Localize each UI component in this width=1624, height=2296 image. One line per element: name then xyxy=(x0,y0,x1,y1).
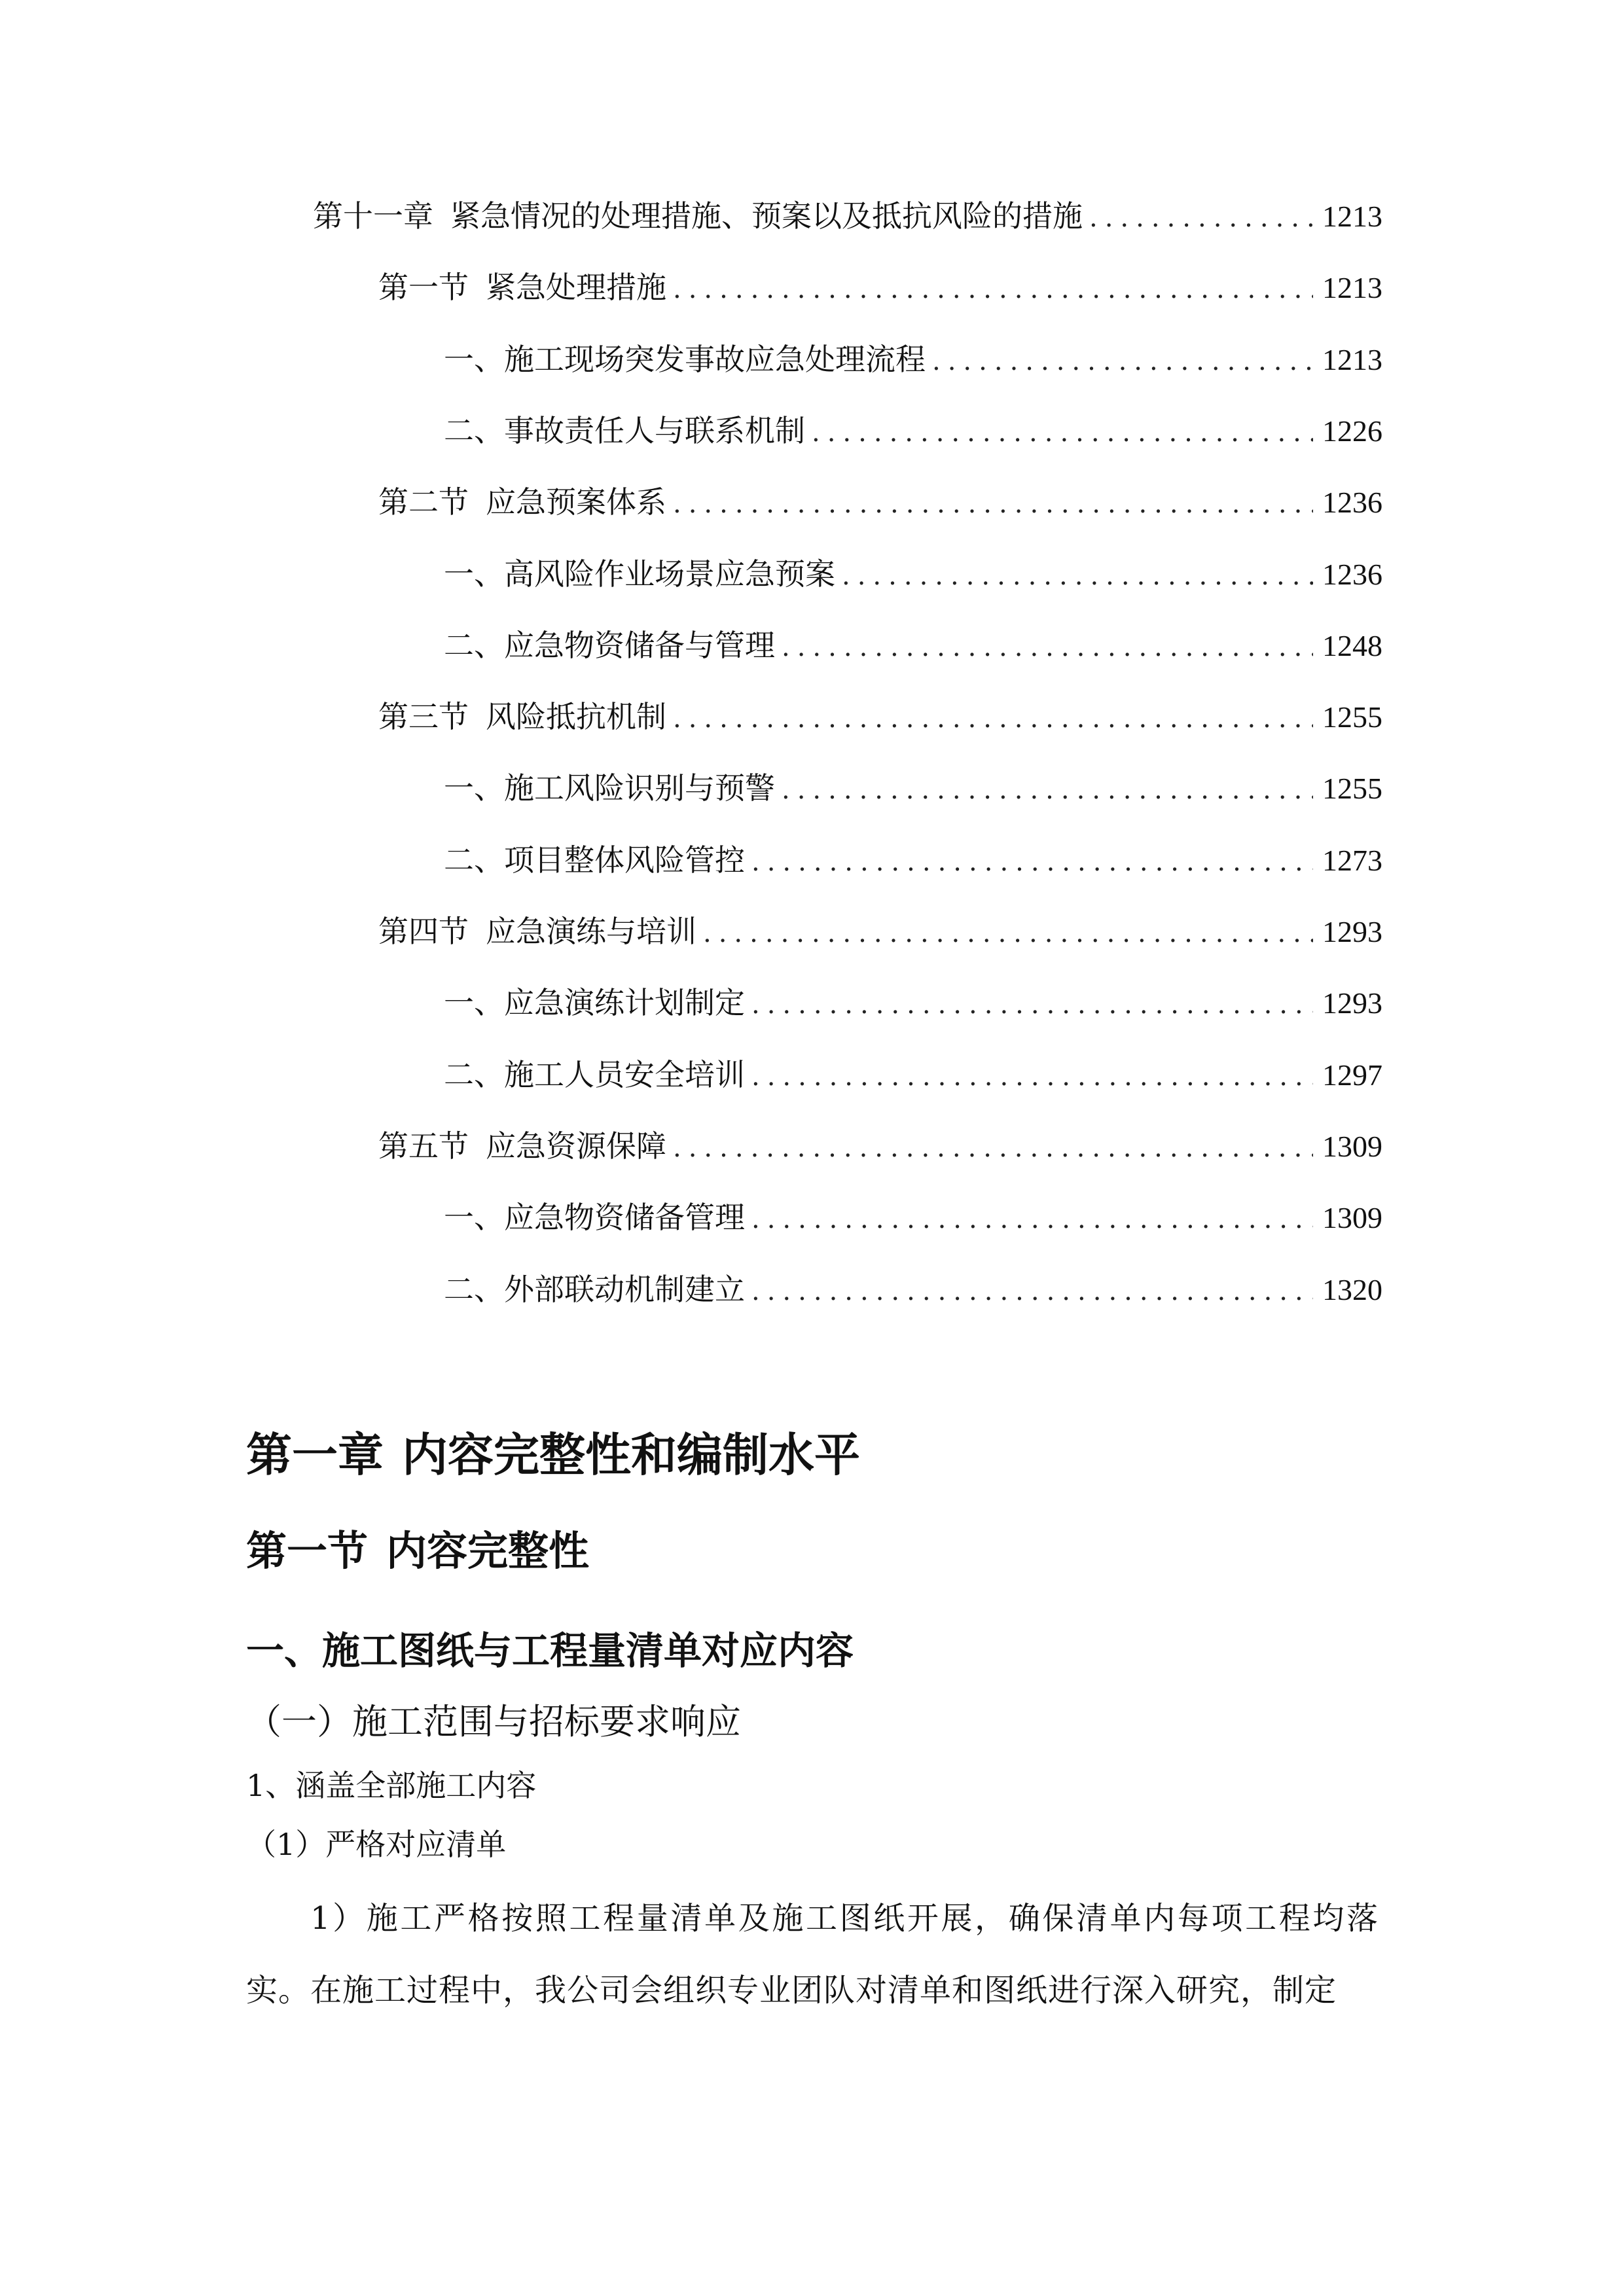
toc-entry-number: 一、 xyxy=(444,556,504,592)
toc-entry xyxy=(444,336,1382,382)
chapter-heading xyxy=(246,1426,860,1484)
toc-entry xyxy=(444,1266,1382,1312)
toc-entry xyxy=(444,980,1382,1026)
toc-page-number: 1293 xyxy=(1322,986,1382,1020)
toc-entry-number: 第三节 xyxy=(378,699,469,735)
parenthesized-heading: （1）严格对应清单 xyxy=(246,1827,507,1862)
toc-entry-title: 应急物资储备与管理 xyxy=(504,627,775,663)
toc-entry xyxy=(313,193,1382,239)
toc-entry-number: 二、 xyxy=(444,1056,504,1092)
toc-dot-leader xyxy=(751,1268,1313,1314)
toc-entry-title: 项目整体风险管控 xyxy=(504,842,745,878)
toc-page-number: 1293 xyxy=(1322,915,1382,948)
toc-entry-number: 二、 xyxy=(444,1271,504,1307)
toc-page-number: 1273 xyxy=(1322,843,1382,877)
toc-page-number: 1226 xyxy=(1322,414,1382,448)
toc-page-number: 1309 xyxy=(1322,1129,1382,1163)
toc-entry-title: 施工风险识别与预警 xyxy=(504,770,775,806)
toc-entry-title: 高风险作业场景应急预案 xyxy=(504,556,835,592)
toc-entry xyxy=(378,1123,1382,1169)
item-heading: 一、施工图纸与工程量清单对应内容 xyxy=(246,1628,854,1673)
toc-dot-leader xyxy=(751,1196,1313,1242)
toc-entry-number: 二、 xyxy=(444,627,504,663)
toc-entry xyxy=(378,908,1382,954)
toc-entry-title: 风险抵抗机制 xyxy=(486,699,666,735)
toc-page-number: 1248 xyxy=(1322,628,1382,662)
toc-entry-title: 应急资源保障 xyxy=(486,1128,666,1164)
toc-dot-leader xyxy=(932,338,1313,384)
toc-entry xyxy=(444,408,1382,454)
toc-entry-number: 二、 xyxy=(444,842,504,878)
toc-entry-title: 紧急情况的处理措施、预案以及抵抗风险的措施 xyxy=(450,198,1083,234)
toc-entry xyxy=(378,479,1382,525)
toc-entry xyxy=(444,551,1382,597)
toc-page-number: 1320 xyxy=(1322,1272,1382,1306)
toc-page-number: 1255 xyxy=(1322,772,1382,806)
toc-entry-number: 第十一章 xyxy=(313,198,433,234)
chapter-title: 内容完整性和编制水平 xyxy=(402,1428,860,1482)
toc-dot-leader xyxy=(782,767,1313,813)
toc-entry-number: 一、 xyxy=(444,341,504,377)
toc-dot-leader xyxy=(703,910,1313,956)
sub-heading: （一）施工范围与招标要求响应 xyxy=(246,1701,741,1742)
toc-entry-title: 应急演练与培训 xyxy=(486,914,696,949)
toc-entry-title: 紧急处理措施 xyxy=(486,270,666,306)
toc-entry-title: 应急预案体系 xyxy=(486,484,666,520)
toc-entry xyxy=(444,622,1382,668)
toc-entry-number: 二、 xyxy=(444,412,504,448)
section-number: 第一节 xyxy=(246,1527,369,1575)
toc-page-number: 1309 xyxy=(1322,1201,1382,1235)
toc-entry-number: 第二节 xyxy=(378,484,469,520)
toc-dot-leader xyxy=(673,481,1313,527)
toc-entry-number: 一、 xyxy=(444,1200,504,1236)
toc-page-number: 1236 xyxy=(1322,557,1382,591)
toc-dot-leader xyxy=(673,266,1313,312)
toc-dot-leader xyxy=(751,839,1313,885)
toc-page-number: 1213 xyxy=(1322,342,1382,376)
toc-entry-title: 应急演练计划制定 xyxy=(504,985,745,1021)
toc-entry-number: 第四节 xyxy=(378,914,469,949)
toc-dot-leader xyxy=(751,1054,1313,1100)
toc-entry-title: 施工现场突发事故应急处理流程 xyxy=(504,341,926,377)
toc-dot-leader xyxy=(673,696,1313,742)
toc-page-number: 1297 xyxy=(1322,1058,1382,1092)
toc-entry xyxy=(444,837,1382,883)
toc-entry-number: 一、 xyxy=(444,770,504,806)
toc-entry-title: 事故责任人与联系机制 xyxy=(504,412,805,448)
toc-page-number: 1213 xyxy=(1322,271,1382,305)
body-paragraph: 1）施工严格按照工程量清单及施工图纸开展，确保清单内每项工程均落实。在施工过程中，我公司会组织专业团队对清单和图纸进行深入研究，制定 xyxy=(246,1900,1379,2009)
toc-entry xyxy=(378,694,1382,740)
toc-entry xyxy=(444,1052,1382,1098)
toc-dot-leader xyxy=(812,410,1313,456)
chapter-number: 第一章 xyxy=(246,1428,384,1482)
toc-page-number: 1255 xyxy=(1322,700,1382,734)
numbered-heading: 1、涵盖全部施工内容 xyxy=(246,1768,537,1803)
toc-dot-leader xyxy=(673,1125,1313,1171)
section-heading xyxy=(246,1525,589,1577)
toc-entry-number: 一、 xyxy=(444,985,504,1021)
toc-entry xyxy=(444,765,1382,811)
toc-dot-leader xyxy=(1089,195,1313,241)
toc-page-number: 1213 xyxy=(1322,200,1382,233)
toc-entry xyxy=(444,1194,1382,1240)
section-title: 内容完整性 xyxy=(386,1527,590,1575)
toc-entry-title: 应急物资储备管理 xyxy=(504,1200,745,1236)
toc-dot-leader xyxy=(751,982,1313,1028)
toc-entry-title: 施工人员安全培训 xyxy=(504,1056,745,1092)
toc-entry-number: 第五节 xyxy=(378,1128,469,1164)
toc-entry-title: 外部联动机制建立 xyxy=(504,1271,745,1307)
toc-dot-leader xyxy=(782,624,1313,670)
toc-page-number: 1236 xyxy=(1322,486,1382,520)
toc-entry xyxy=(378,264,1382,310)
toc-entry-number: 第一节 xyxy=(378,270,469,306)
toc-dot-leader xyxy=(842,553,1313,599)
